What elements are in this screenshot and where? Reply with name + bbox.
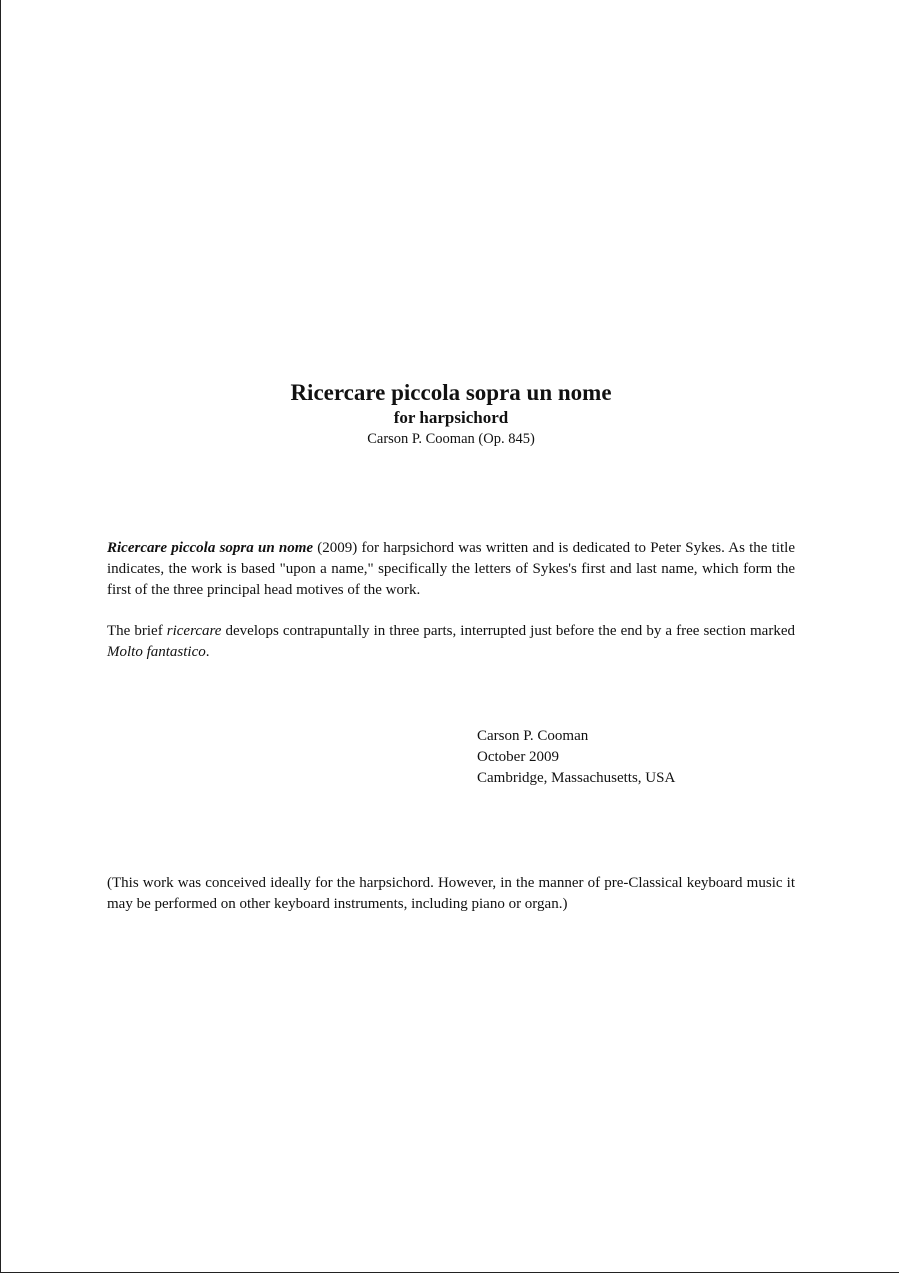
tempo-marking: Molto fantastico (107, 644, 206, 660)
ricercare-term: ricercare (166, 623, 222, 639)
paragraph-2-text-middle: develops contrapuntally in three parts, interrupted just before the end by a free section marked (221, 623, 795, 639)
paragraph-2-text-end: . (205, 644, 210, 660)
paragraph-2-text-start: The brief (107, 623, 167, 639)
composer-line: Carson P. Cooman (Op. 845) (367, 431, 535, 447)
program-note-paragraph-2 (107, 621, 795, 663)
signature-name: Carson P. Cooman (477, 728, 589, 744)
program-note-paragraph-1 (107, 538, 795, 601)
signature-date: October 2009 (477, 749, 560, 765)
title-block (1, 378, 900, 449)
page-subtitle: for harpsichord (393, 408, 509, 427)
signature-block (477, 726, 675, 789)
work-title-inline: Ricercare piccola sopra un nome (107, 540, 314, 556)
signature-place: Cambridge, Massachusetts, USA (477, 770, 676, 786)
page-title: Ricercare piccola sopra un nome (290, 380, 612, 405)
paragraph-1-text: (2009) for harpsichord was written and is dedicated to Peter Sykes. As the title indicates, the work is based "upon a name," specifically the letters of Sykes's first and last name, which form the first of the three principal head motives of the work. (107, 540, 796, 598)
performance-footnote: (This work was conceived ideally for the harpsichord. However, in the manner of pre-Classical keyboard music it may be performed on other keyboard instruments, including piano or organ.) (107, 875, 795, 912)
